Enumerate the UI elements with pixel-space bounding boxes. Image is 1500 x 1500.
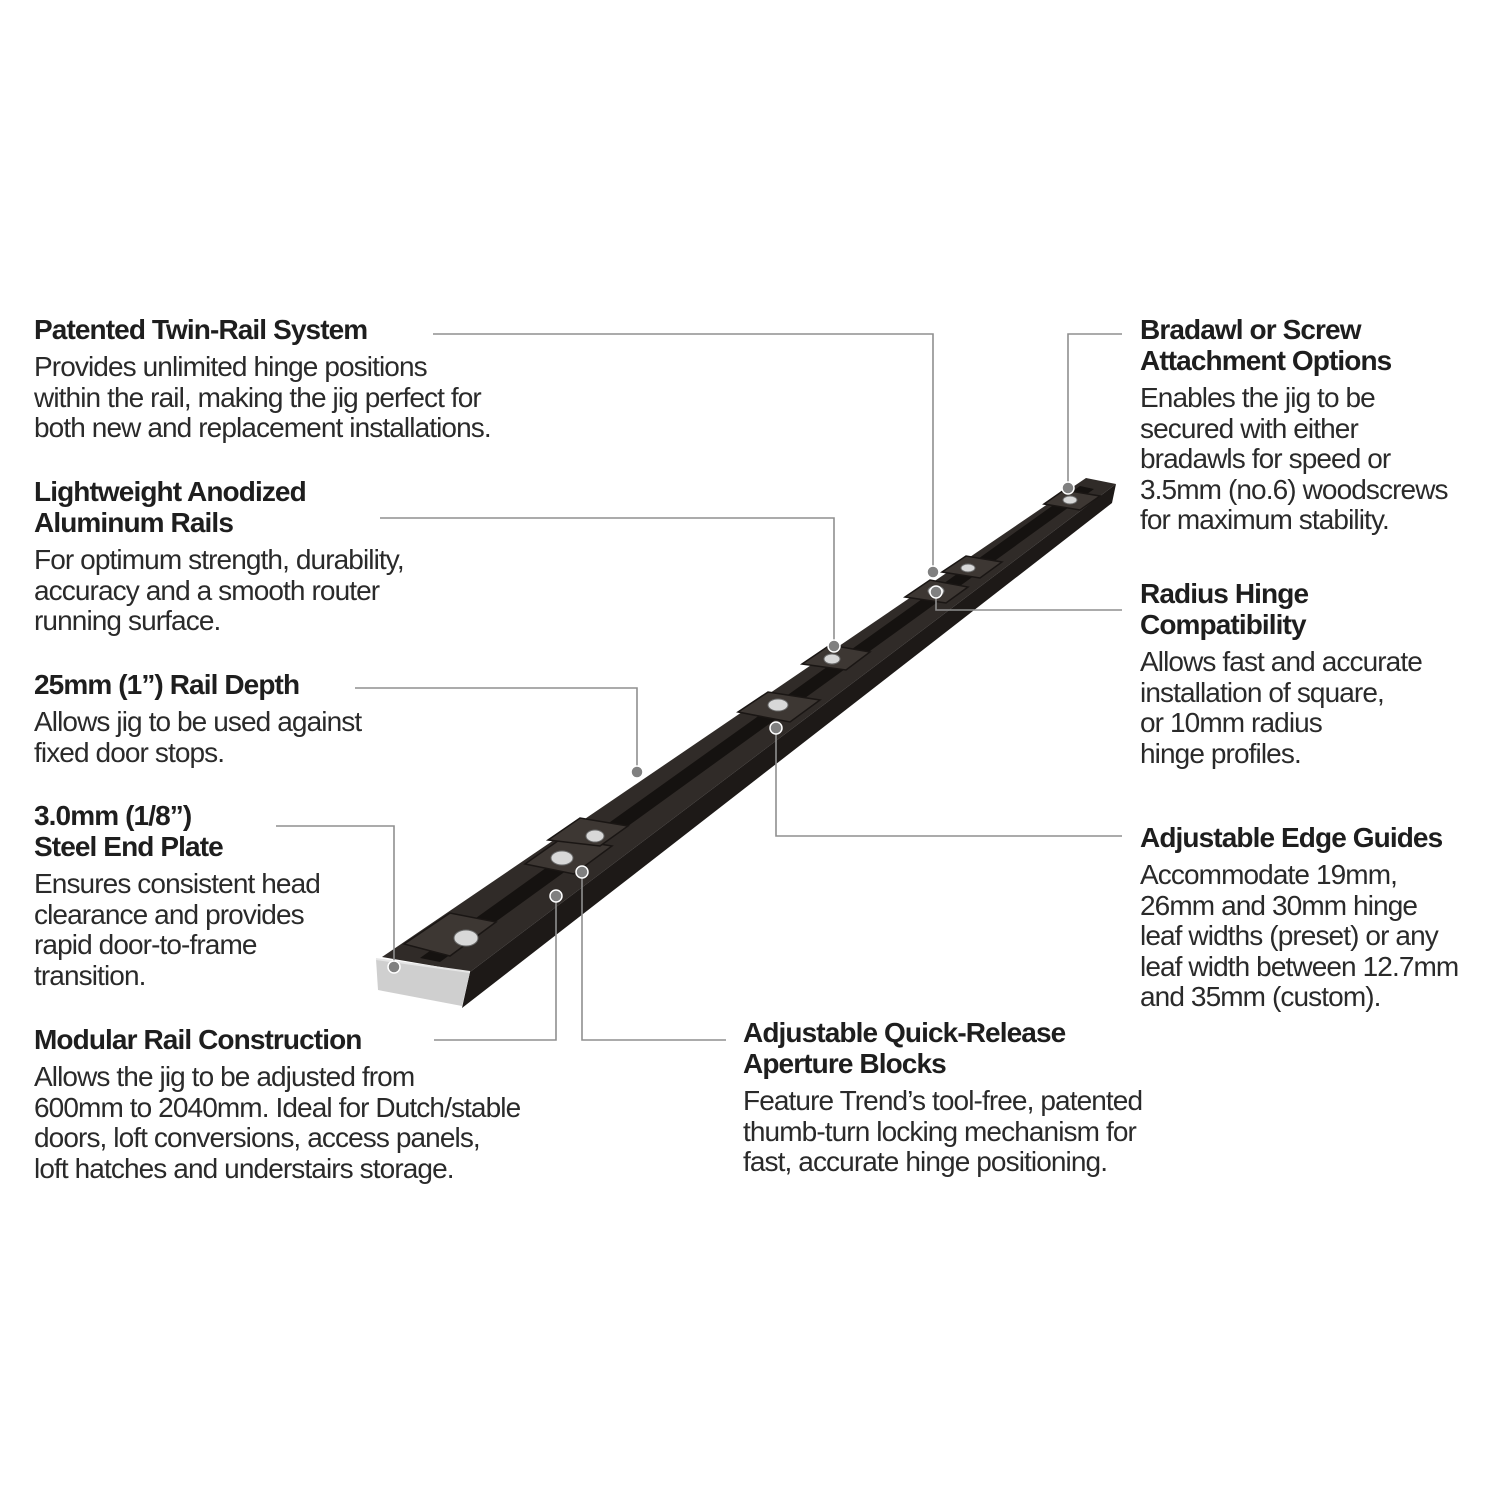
callout-dot bbox=[550, 890, 562, 902]
desc-line: Allows the jig to be adjusted from bbox=[34, 1061, 415, 1092]
desc-line: for maximum stability. bbox=[1140, 504, 1389, 535]
feature-description bbox=[1140, 383, 1448, 536]
desc-line: within the rail, making the jig perfect for bbox=[34, 381, 481, 413]
feature-aperture-blocks bbox=[743, 1017, 1142, 1178]
desc-line: Allows fast and accurate bbox=[1140, 646, 1422, 677]
feature-title: Patented Twin-Rail System bbox=[34, 314, 368, 345]
feature-title bbox=[743, 1017, 1142, 1079]
feature-description bbox=[34, 545, 404, 637]
title-line: Aluminum Rails bbox=[34, 507, 233, 538]
callout-dot bbox=[1062, 482, 1074, 494]
desc-line: hinge profiles. bbox=[1140, 737, 1301, 769]
feature-description bbox=[743, 1086, 1142, 1178]
desc-line: secured with either bbox=[1140, 412, 1358, 444]
rail-slot bbox=[420, 486, 1094, 962]
desc-line: bradawls for speed or bbox=[1140, 443, 1391, 474]
callout-dot bbox=[576, 866, 588, 878]
desc-line: transition. bbox=[34, 959, 146, 991]
rail-front-face bbox=[462, 484, 1116, 1008]
desc-line: running surface. bbox=[34, 605, 221, 636]
hinge-jig-rail bbox=[376, 478, 1116, 1008]
desc-line: Provides unlimited hinge positions bbox=[34, 351, 427, 382]
desc-line: Enables the jig to be bbox=[1140, 382, 1375, 413]
thumb-turn-knob bbox=[454, 930, 478, 946]
desc-line: For optimum strength, durability, bbox=[34, 544, 404, 575]
desc-line: fixed door stops. bbox=[34, 736, 225, 768]
feature-description bbox=[34, 869, 320, 991]
title-line: Lightweight Anodized bbox=[34, 476, 306, 507]
callout-dot bbox=[927, 566, 939, 578]
desc-line: Allows jig to be used against bbox=[34, 706, 362, 737]
feature-title bbox=[34, 800, 320, 862]
feature-title: Modular Rail Construction bbox=[34, 1024, 362, 1055]
feature-edge-guides bbox=[1140, 822, 1458, 1013]
thumb-turn-knob bbox=[586, 830, 604, 842]
feature-description bbox=[34, 707, 361, 768]
leader-bradawl bbox=[1068, 334, 1122, 488]
feature-radius-hinge bbox=[1140, 578, 1422, 769]
feature-rail-depth bbox=[34, 669, 361, 768]
feature-description bbox=[1140, 647, 1422, 769]
desc-line: clearance and provides bbox=[34, 898, 304, 930]
thumb-turn-knob bbox=[1063, 496, 1077, 504]
thumb-turn-knob bbox=[768, 699, 788, 711]
desc-line: installation of square, bbox=[1140, 676, 1384, 708]
feature-steel-end-plate bbox=[34, 800, 320, 991]
title-line: Aperture Blocks bbox=[743, 1048, 946, 1079]
leader-rail-depth bbox=[355, 688, 637, 772]
desc-line: and 35mm (custom). bbox=[1140, 981, 1381, 1012]
desc-line: Ensures consistent head bbox=[34, 868, 320, 899]
title-line: 3.0mm (1/8”) bbox=[34, 800, 192, 831]
callout-dot bbox=[631, 766, 643, 778]
desc-line: leaf width between 12.7mm bbox=[1140, 950, 1459, 982]
title-line: Attachment Options bbox=[1140, 345, 1392, 376]
desc-line: loft hatches and understairs storage. bbox=[34, 1152, 454, 1184]
desc-line: Feature Trend’s tool-free, patented bbox=[743, 1085, 1143, 1116]
leader-aluminum bbox=[380, 518, 834, 646]
desc-line: 3.5mm (no.6) woodscrews bbox=[1140, 473, 1448, 505]
callout-dot bbox=[930, 586, 942, 598]
feature-title bbox=[34, 476, 404, 538]
callout-dot bbox=[828, 640, 840, 652]
feature-bradawl-screw bbox=[1140, 314, 1448, 536]
feature-twin-rail-system bbox=[34, 314, 491, 444]
feature-description bbox=[1140, 860, 1458, 1013]
feature-title: 25mm (1”) Rail Depth bbox=[34, 669, 300, 700]
desc-line: or 10mm radius bbox=[1140, 707, 1322, 738]
feature-description bbox=[34, 1062, 520, 1184]
thumb-turn-knob bbox=[551, 851, 573, 865]
thumb-turn-knob bbox=[961, 564, 975, 572]
feature-title bbox=[1140, 314, 1448, 376]
title-line: Radius Hinge bbox=[1140, 578, 1309, 609]
desc-line: fast, accurate hinge positioning. bbox=[743, 1146, 1108, 1177]
desc-line: 600mm to 2040mm. Ideal for Dutch/stable bbox=[34, 1091, 521, 1123]
desc-line: thumb-turn locking mechanism for bbox=[743, 1115, 1136, 1147]
desc-line: 26mm and 30mm hinge bbox=[1140, 889, 1418, 921]
feature-title: Adjustable Edge Guides bbox=[1140, 822, 1443, 853]
callout-dot bbox=[388, 961, 400, 973]
desc-line: accuracy and a smooth router bbox=[34, 574, 380, 606]
feature-description bbox=[34, 352, 491, 444]
title-line: Adjustable Quick-Release bbox=[743, 1017, 1066, 1048]
feature-modular-rail bbox=[34, 1024, 520, 1184]
title-line: Bradawl or Screw bbox=[1140, 314, 1361, 345]
title-line: Compatibility bbox=[1140, 609, 1306, 640]
desc-line: leaf widths (preset) or any bbox=[1140, 920, 1438, 951]
feature-title bbox=[1140, 578, 1422, 640]
desc-line: doors, loft conversions, access panels, bbox=[34, 1122, 480, 1153]
leader-edge-guides bbox=[776, 728, 1122, 836]
feature-aluminum-rails bbox=[34, 476, 404, 637]
thumb-turn-knob bbox=[824, 654, 840, 664]
desc-line: both new and replacement installations. bbox=[34, 412, 491, 443]
desc-line: Accommodate 19mm, bbox=[1140, 859, 1398, 890]
callout-dot bbox=[770, 722, 782, 734]
title-line: Steel End Plate bbox=[34, 831, 223, 862]
leader-twin-rail bbox=[433, 334, 933, 572]
desc-line: rapid door-to-frame bbox=[34, 929, 257, 960]
